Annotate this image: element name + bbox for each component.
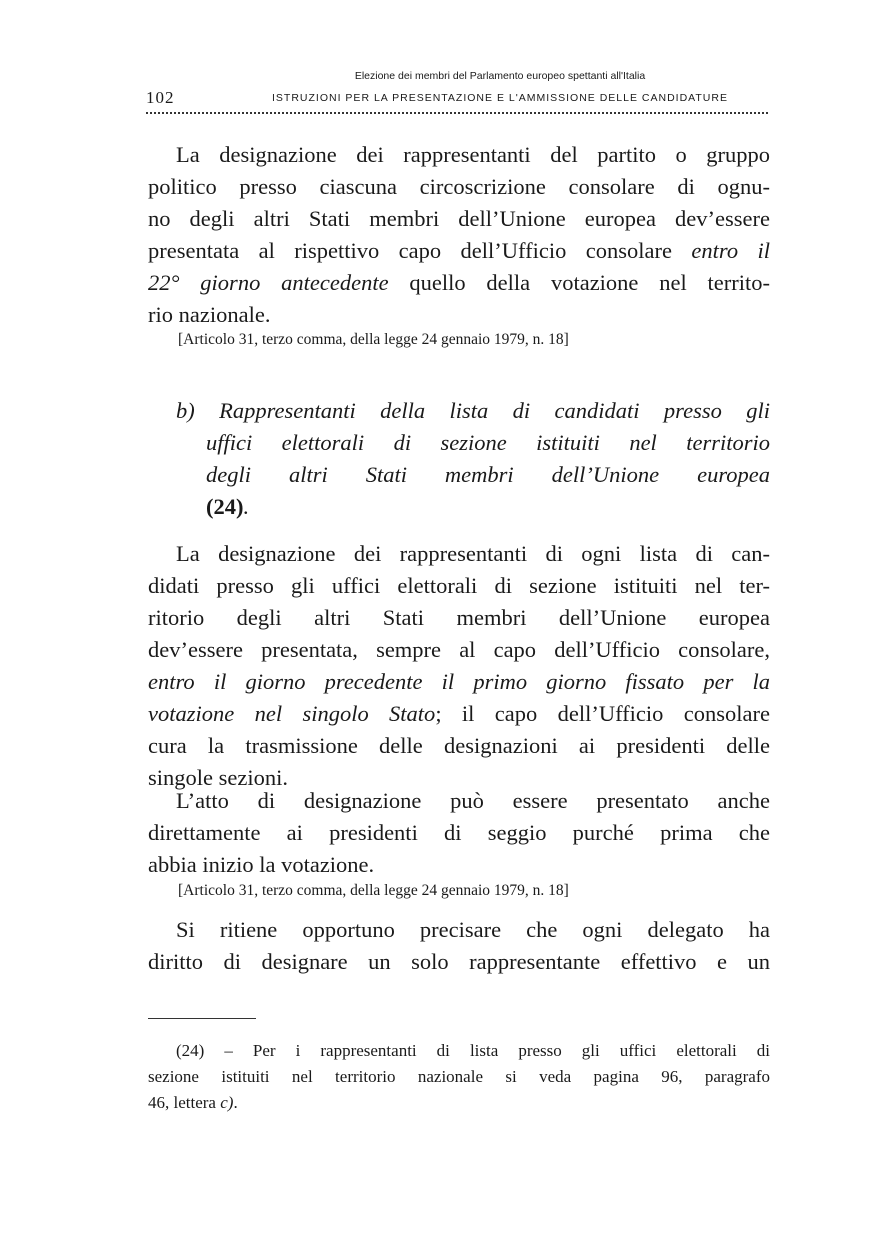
- text-run: abbia inizio la votazione.: [148, 852, 375, 877]
- text-run: sezione istituiti nel territorio nazionale si veda pagina 96, paragrafo: [148, 1067, 770, 1086]
- text-run: .: [233, 1093, 238, 1112]
- text-line: [148, 1064, 770, 1090]
- text-line: [148, 817, 770, 849]
- text-line: [148, 1090, 770, 1116]
- text-run: direttamente ai presidenti di seggio purché prima che: [148, 820, 770, 845]
- text-run: didati presso gli uffici elettorali di sezione istituiti nel ter-: [148, 573, 770, 598]
- paragraph: [148, 139, 770, 331]
- text-run: votazione nel singolo Stato: [148, 701, 436, 726]
- text-line: [148, 849, 770, 881]
- text-line: [148, 730, 770, 762]
- text-run: entro il: [691, 238, 770, 263]
- header-rule: [146, 112, 768, 114]
- page-number: 102: [146, 88, 175, 107]
- citation-text: [Articolo 31, terzo comma, della legge 24 gennaio 1979, n. 18]: [178, 331, 569, 348]
- text-line: [148, 785, 770, 817]
- text-line: [148, 395, 770, 427]
- text-run: no degli altri Stati membri dell’Unione europea dev’essere: [148, 206, 770, 231]
- section-heading: [148, 395, 770, 523]
- text-run: entro il giorno precedente il primo giorno fissato per la: [148, 669, 770, 694]
- paragraph: [148, 914, 770, 978]
- paragraph: [148, 785, 770, 881]
- citation: [148, 880, 770, 902]
- text-line: [148, 235, 770, 267]
- text-line: [148, 914, 770, 946]
- text-run: La designazione dei rappresentanti del partito o gruppo: [176, 142, 770, 167]
- text-run: 46, lettera: [148, 1093, 221, 1112]
- text-run: 22° giorno antecedente: [148, 270, 389, 295]
- running-subtitle: ISTRUZIONI PER LA PRESENTAZIONE E L'AMMISSIONE DELLE CANDIDATURE: [272, 92, 728, 104]
- text-run: ; il capo dell’Ufficio consolare: [435, 701, 770, 726]
- text-run: dev’essere presentata, sempre al capo dell’Ufficio consolare,: [148, 637, 770, 662]
- text-run: presentata al rispettivo capo dell’Ufficio consolare: [148, 238, 692, 263]
- text-run: L’atto di designazione può essere presentato anche: [176, 788, 770, 813]
- paragraph: [148, 538, 770, 794]
- text-run: Si ritiene opportuno precisare che ogni delegato ha: [176, 917, 770, 942]
- citation: [148, 329, 770, 351]
- text-run: .: [243, 494, 250, 519]
- running-title: Elezione dei membri del Parlamento europeo spettanti all'Italia: [354, 70, 646, 82]
- text-line: [148, 427, 770, 459]
- text-line: [148, 666, 770, 698]
- text-run: politico presso ciascuna circoscrizione consolare di ognu-: [148, 174, 770, 199]
- text-line: [148, 538, 770, 570]
- text-run: rio nazionale.: [148, 302, 271, 327]
- text-line: [148, 602, 770, 634]
- text-line: [148, 299, 770, 331]
- text-line: [148, 570, 770, 602]
- text-line: [148, 634, 770, 666]
- text-run: ritorio degli altri Stati membri dell’Unione europea: [148, 605, 770, 630]
- text-run: cura la trasmissione delle designazioni ai presidenti delle: [148, 733, 770, 758]
- text-run: (24) – Per i rappresentanti di lista presso gli uffici elettorali di: [176, 1041, 770, 1060]
- text-line: [148, 698, 770, 730]
- citation-text: [Articolo 31, terzo comma, della legge 24 gennaio 1979, n. 18]: [178, 882, 569, 899]
- text-run: b) Rappresentanti della lista di candidati presso gli: [176, 398, 770, 423]
- text-run: degli altri Stati membri dell’Unione europea: [206, 462, 770, 487]
- text-run: quello della votazione nel territo-: [388, 270, 770, 295]
- text-run: La designazione dei rappresentanti di ogni lista di can-: [176, 541, 770, 566]
- text-run: diritto di designare un solo rappresentante effettivo e un: [148, 949, 770, 974]
- text-line: [148, 203, 770, 235]
- footnote: [148, 1038, 770, 1116]
- text-line: [148, 139, 770, 171]
- text-line: [148, 1038, 770, 1064]
- text-line: [148, 491, 770, 523]
- text-line: [148, 267, 770, 299]
- footnote-rule: [148, 1018, 256, 1019]
- text-run: c): [220, 1093, 234, 1112]
- text-run: uffici elettorali di sezione istituiti nel territorio: [206, 430, 770, 455]
- text-line: [148, 459, 770, 491]
- text-line: [148, 946, 770, 978]
- text-line: [148, 171, 770, 203]
- text-run: singole sezioni.: [148, 765, 288, 790]
- footnote-reference: (24): [206, 494, 244, 519]
